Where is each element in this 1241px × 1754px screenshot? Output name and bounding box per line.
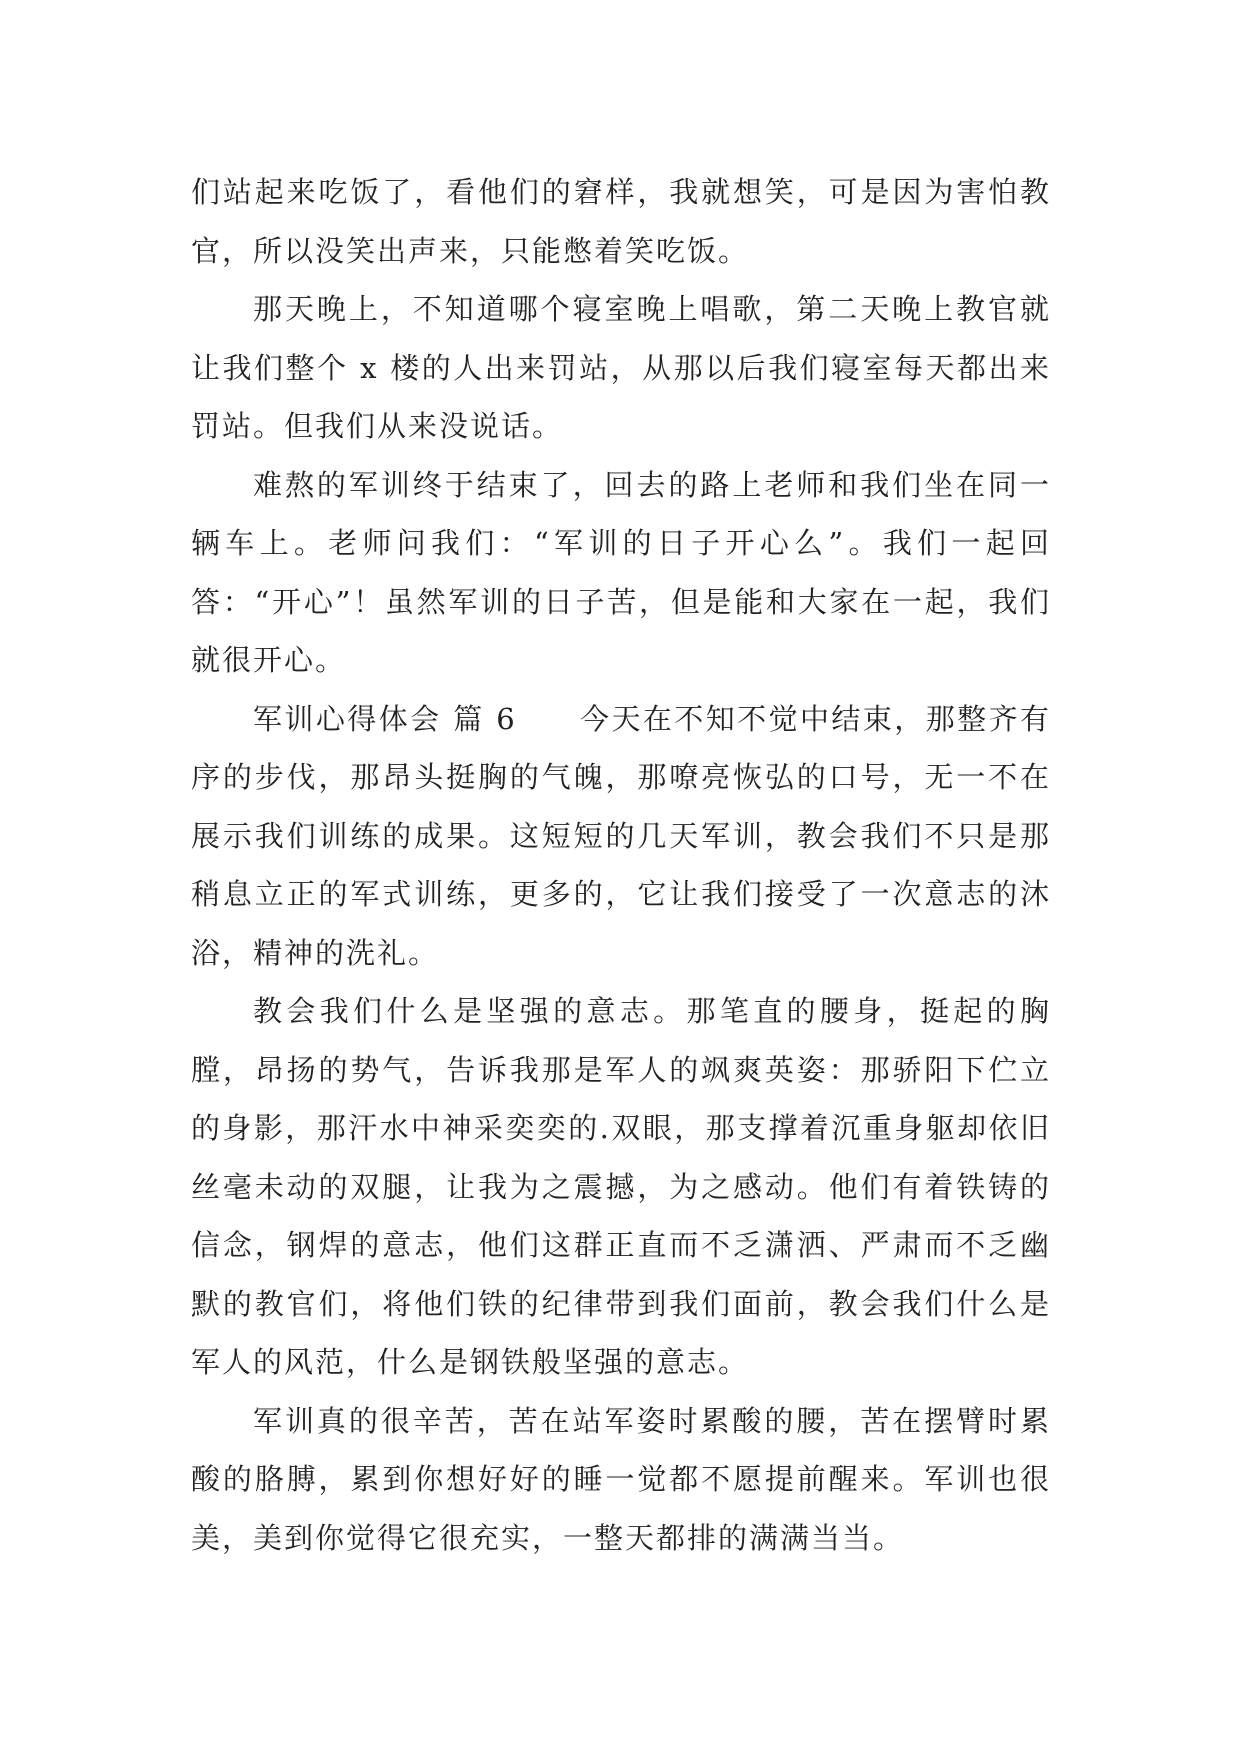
paragraph-4: 军训心得体会 篇 6 今天在不知不觉中结束，那整齐有序的步伐，那昂头挺胸的气魄，那嘹亮恢弘的口号，无一不在展示我们训练的成果。这短短的几天军训，教会我们不只是那稍息立正的军式训练，更多的，它让我们接受了一次意志的沐浴，精神的洗礼。 — [191, 701, 1051, 970]
paragraph-1: 们站起来吃饭了，看他们的窘样，我就想笑，可是因为害怕教官，所以没笑出声来，只能憋着笑吃饭。 — [191, 175, 1051, 268]
paragraph-3: 难熬的军训终于结束了，回去的路上老师和我们坐在同一辆车上。老师问我们：“军训的日子开心么”。我们一起回答：“开心”！虽然军训的日子苦，但是能和大家在一起，我们就很开心。 — [191, 467, 1051, 677]
paragraph-5: 教会我们什么是坚强的意志。那笔直的腰身，挺起的胸膛，昂扬的势气，告诉我那是军人的飒爽英姿：那骄阳下伫立的身影，那汗水中神采奕奕的.双眼，那支撑着沉重身躯却依旧丝毫未动的双腿，让我为之震撼，为之感动。他们有着铁铸的信念，钢焊的意志，他们这群正直而不乏潇洒、严肃而不乏幽默的教官们，将他们铁的纪律带到我们面前，教会我们什么是军人的风范，什么是钢铁般坚强的意志。 — [191, 994, 1051, 1379]
paragraph-6: 军训真的很辛苦，苦在站军姿时累酸的腰，苦在摆臂时累酸的胳膊，累到你想好好的睡一觉都不愿提前醒来。军训也很美，美到你觉得它很充实，一整天都排的满满当当。 — [191, 1403, 1051, 1555]
paragraph-2: 那天晚上，不知道哪个寝室晚上唱歌，第二天晚上教官就让我们整个 x 楼的人出来罚站，从那以后我们寝室每天都出来罚站。但我们从来没说话。 — [191, 292, 1051, 443]
document-body — [191, 163, 1051, 1567]
